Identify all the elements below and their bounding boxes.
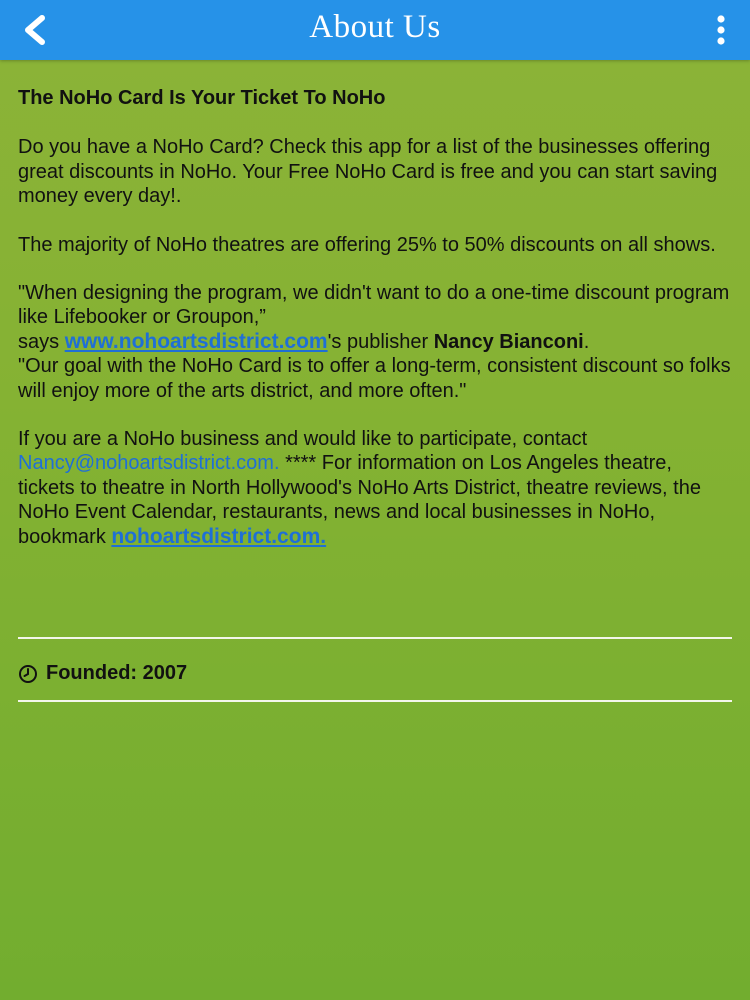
divider-top bbox=[18, 637, 732, 639]
website-link[interactable]: www.nohoartsdistrict.com bbox=[64, 329, 328, 353]
publisher-name: Nancy Bianconi bbox=[433, 330, 584, 353]
about-heading: The NoHo Card Is Your Ticket To NoHo bbox=[18, 87, 386, 109]
info-text: **** For information on Los Angeles theatre, tickets to theatre in North Hollywood's NoHo Arts District, theatre reviews, the NoHo Event Calendar, restaurants, news and local businesses in NoHo, bookmark bbox=[18, 452, 701, 548]
overflow-menu-button[interactable] bbox=[714, 12, 728, 48]
email-link[interactable]: Nancy@nohoartsdistrict.com. bbox=[18, 452, 280, 475]
period-text: . bbox=[583, 330, 590, 353]
quote-paragraph bbox=[18, 281, 732, 403]
publisher-text: 's publisher bbox=[327, 330, 434, 353]
clock-icon bbox=[18, 664, 38, 684]
page-title: About Us bbox=[309, 9, 441, 45]
founded-label: Founded: 2007 bbox=[46, 662, 188, 684]
bookmark-link-end[interactable]: . bbox=[320, 524, 327, 548]
says-text: says bbox=[18, 330, 65, 353]
quote-text-2: "Our goal with the NoHo Card is to offer a long-term, consistent discount so folks will enjoy more of the arts district, and more often." bbox=[18, 355, 731, 402]
about-content bbox=[18, 86, 732, 573]
quote-text: "When designing the program, we didn't want to do a one-time discount program like Lifebooker or Groupon,” bbox=[18, 282, 730, 329]
founded-row bbox=[18, 662, 187, 685]
contact-text: If you are a NoHo business and would like to participate, contact bbox=[18, 428, 588, 451]
contact-paragraph bbox=[18, 427, 732, 549]
top-app-bar bbox=[0, 0, 750, 60]
discount-paragraph: The majority of NoHo theatres are offering 25% to 50% discounts on all shows. bbox=[18, 233, 716, 256]
intro-paragraph: Do you have a NoHo Card? Check this app for a list of the businesses offering great discounts in NoHo. Your Free NoHo Card is free and you can start saving money every day!. bbox=[18, 136, 718, 208]
more-vertical-icon bbox=[714, 12, 728, 48]
bookmark-link[interactable]: nohoartsdistrict.com bbox=[111, 524, 321, 548]
divider-bottom bbox=[18, 700, 732, 702]
